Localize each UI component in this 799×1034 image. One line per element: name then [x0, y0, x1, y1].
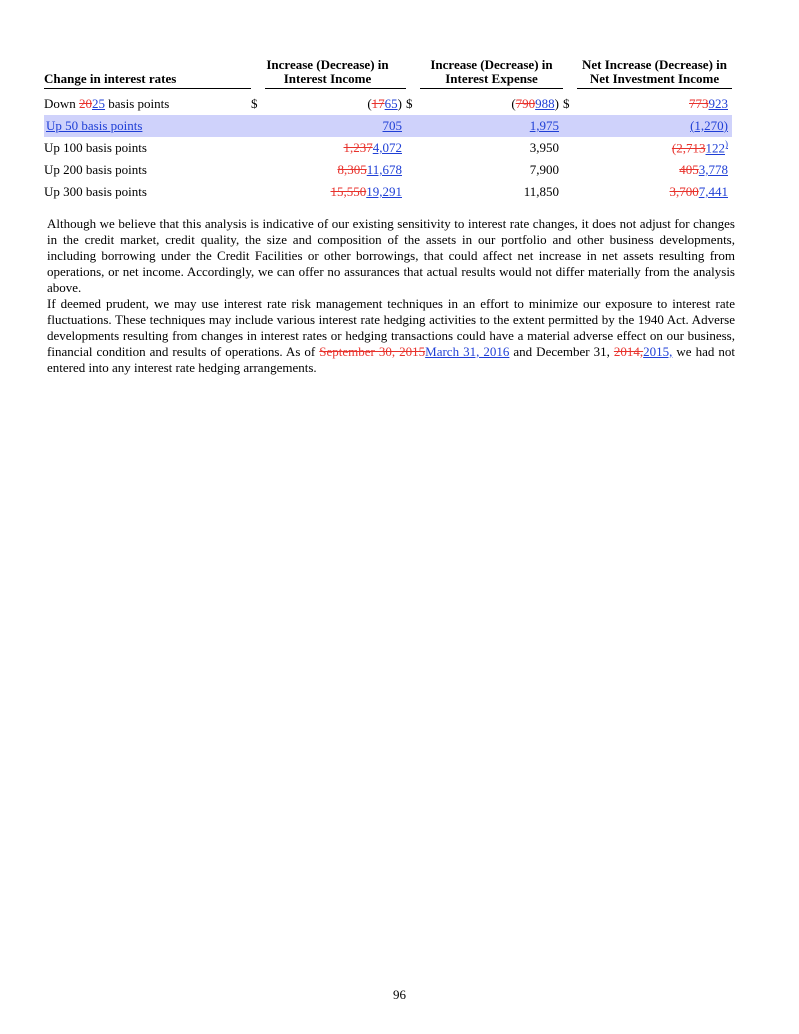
- row-label: Down 2025 basis points: [44, 96, 170, 111]
- table-row: [44, 93, 732, 115]
- currency-symbol: $: [251, 96, 258, 111]
- interest-expense-value: 3,950: [529, 140, 559, 155]
- table-row: [44, 137, 732, 159]
- header-interest-expense: Increase (Decrease) in Interest Expense: [420, 58, 563, 89]
- interest-expense-value: 11,850: [523, 184, 559, 199]
- currency-symbol: $: [563, 96, 570, 111]
- table-header-row: [44, 58, 732, 89]
- interest-expense-value: 7,900: [529, 162, 559, 177]
- net-investment-income-value: 4053,778: [679, 162, 728, 177]
- page-number: 96: [393, 987, 406, 1002]
- currency-symbol: $: [406, 96, 413, 111]
- net-investment-income-value: (2,713122): [671, 139, 728, 156]
- row-label: Up 300 basis points: [44, 184, 147, 199]
- hedging-paragraph: If deemed prudent, we may use interest rate risk management techniques in an effort to minimize our exposure to interest rate fluctuations. These techniques may include various interest rate hedging activities to the extent permitted by the 1940 Act. Adverse developments resulting from changes in interest rates or hedging transactions could have a material adverse effect on our business, financial condition and results of operations. As of September 30, 2015March 31, 2016 and December 31, 2014,2015, we had not entered into any interest rate hedging arrangements.: [47, 296, 735, 375]
- header-interest-income: Increase (Decrease) in Interest Income: [257, 58, 398, 89]
- net-investment-income-value: 773923: [689, 96, 728, 111]
- header-net-investment-income: Net Increase (Decrease) in Net Investment Income: [577, 58, 732, 89]
- interest-income-value: 15,55019,291: [330, 184, 402, 199]
- sensitivity-analysis-paragraph: Although we believe that this analysis is indicative of our existing sensitivity to interest rate changes, it does not adjust for changes in the credit market, credit quality, the size and composition of the assets in our portfolio and other business developments, including borrowing under the Credit Facilities or other borrowings, that could affect net increase in net assets resulting from operations, or net income. Accordingly, we can offer no assurances that actual results would not differ materially from the analysis above.: [47, 216, 735, 295]
- interest-income-value: 705: [265, 115, 406, 137]
- interest-income-value: 8,30511,678: [337, 162, 402, 177]
- row-label: Up 50 basis points: [44, 115, 251, 137]
- net-investment-income-value: (1,270): [577, 115, 732, 137]
- net-investment-income-value: 3,7007,441: [669, 184, 728, 199]
- row-label: Up 100 basis points: [44, 140, 147, 155]
- interest-expense-value: (790988): [511, 96, 559, 111]
- row-label: Up 200 basis points: [44, 162, 147, 177]
- table-row: [44, 159, 732, 181]
- interest-income-value: 1,2374,072: [343, 140, 402, 155]
- table-row: [44, 115, 732, 137]
- table-row: [44, 181, 732, 203]
- interest-income-value: (1765): [367, 96, 402, 111]
- header-change-in-rates: Change in interest rates: [44, 58, 251, 89]
- interest-expense-value: 1,975: [420, 115, 563, 137]
- interest-rate-sensitivity-table: [44, 58, 732, 203]
